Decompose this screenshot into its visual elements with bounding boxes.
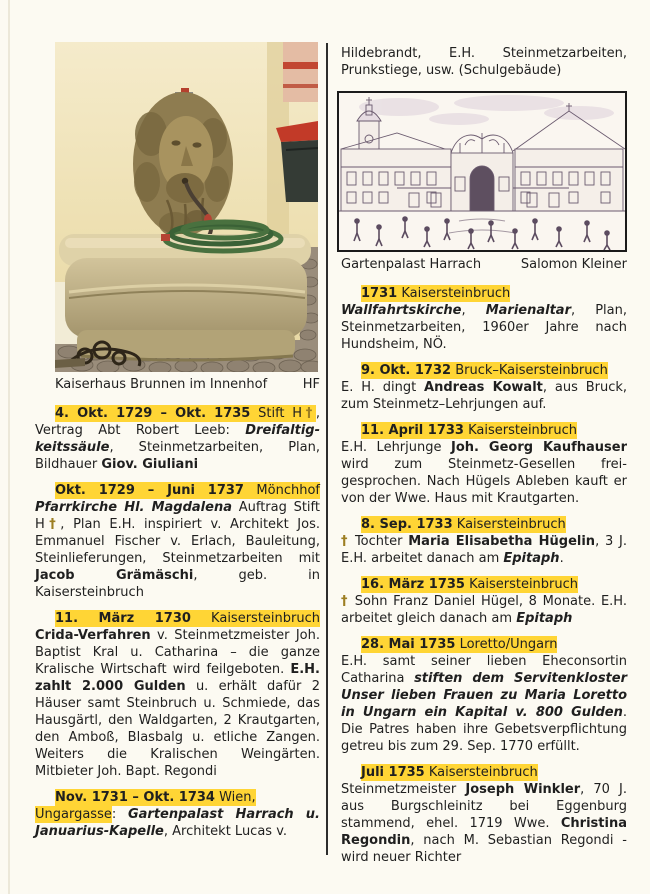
- photo-caption: Kaiserhaus Brunnen im Innenhof: [55, 377, 268, 392]
- entry-date-highlight: 9. Okt. 1732: [361, 363, 452, 378]
- entry-place-highlight: Kaisersteinbruch: [452, 517, 566, 532]
- entry-text: wird zum Steinmetz-Gesellen freigesprochen. Nach Hügels Ableben kauft er von der Wwe. Haus mit Krautgarten.: [341, 457, 627, 506]
- entry-place-highlight: Kaisersteinbruch: [464, 577, 579, 592]
- entry-text: Dreifaltigkeitssäule: [35, 423, 320, 455]
- cross-icon: †: [302, 406, 316, 421]
- entry-text: Pfarrkirche Hl. Magdalena: [35, 500, 232, 515]
- entry-text: Andreas Kowalt: [424, 380, 543, 395]
- entry-text: .: [559, 551, 564, 566]
- column-divider-rule: [326, 43, 328, 855]
- left-column: [35, 42, 320, 849]
- entry-paragraph: [341, 764, 627, 866]
- entry-date-highlight: 16. März 1735: [361, 577, 465, 592]
- entry-text: . Die Patres haben ihre Gebetsverpflichtung getreu bis zum 29. Sep. 1770 erfüllt.: [341, 705, 627, 754]
- fountain-photo-art: [55, 42, 318, 372]
- entry-date-highlight: Juli 1735: [361, 765, 425, 780]
- entry-paragraph: [35, 482, 320, 601]
- entry-text: , geb. in Kaisersteinbruch: [35, 568, 320, 600]
- entry-place-highlight: Mönchhof: [243, 483, 321, 498]
- entry-text: ,: [461, 303, 486, 318]
- entry-date-highlight: 4. Okt. 1729 – Okt. 1735: [55, 406, 251, 421]
- entry-text: Gartenpalast Harrach u. Januarius-Kapelle: [35, 807, 320, 839]
- entry-place-highlight: Kaisersteinbruch: [463, 423, 578, 438]
- entry-paragraph: [35, 789, 320, 840]
- entry-text: Joseph Winkler: [465, 782, 581, 797]
- entry-text: E.H. Lehrjunge: [341, 440, 452, 455]
- entry-date-highlight: 11. April 1733: [361, 423, 464, 438]
- entry-text: , 70 J. aus Burgschleinitz bei Eggenburg stammend, ehel. 1719 Wwe.: [341, 782, 627, 831]
- entry-date-highlight: Nov. 1731 – Okt. 1734: [55, 790, 215, 805]
- engraving-credit: Salomon Kleiner: [520, 257, 627, 272]
- entry-place-highlight: Loretto/Ungarn: [455, 637, 558, 652]
- entry-place-highlight: Stift H: [250, 406, 303, 421]
- left-entries: [35, 405, 320, 840]
- entry-date-highlight: 8. Sep. 1733: [361, 517, 453, 532]
- entry-text: Crida-Verfahren: [35, 628, 151, 643]
- engraving-image: [337, 91, 627, 252]
- cross-icon: †: [341, 594, 350, 609]
- entry-paragraph: [341, 285, 627, 353]
- entry-text: Joh. Georg Kaufhauser: [451, 440, 627, 455]
- entry-text: E.H. samt seiner lieben Eheconsortin Catharina: [341, 654, 627, 686]
- entry-text: , Plan E.H. inspiriert v. Architekt Jos. Emmanuel Fischer v. Erlach, Bauleitung, Steinlieferungen, Steinmetzarbeiten mit: [35, 517, 320, 566]
- entry-text: Auftrag Stift H: [35, 500, 320, 532]
- entry-text: Epitaph: [503, 551, 560, 566]
- continuation-paragraph: [341, 45, 627, 79]
- entry-place-highlight: Kaisersteinbruch: [190, 611, 320, 626]
- entry-text: E.H. zahlt 2.000 Gulden: [35, 662, 320, 694]
- entry-paragraph: [341, 422, 627, 507]
- entry-text: Epitaph: [516, 611, 573, 626]
- entry-paragraph: [341, 362, 627, 413]
- entry-paragraph: [341, 516, 627, 567]
- engraving-art: [339, 93, 625, 250]
- entry-paragraph: [341, 636, 627, 755]
- entry-text: Steinmetzmeister: [341, 782, 466, 797]
- entry-text: :: [111, 807, 128, 822]
- scan-edge-artifact: [8, 0, 10, 894]
- entry-paragraph: [341, 45, 627, 79]
- entry-text: Christina Regondin: [341, 816, 627, 848]
- entry-date-highlight: 11. März 1730: [55, 611, 191, 626]
- entry-text: , Architekt Lucas v.: [163, 824, 288, 839]
- entry-text: Jacob Grämäschi: [35, 568, 194, 583]
- entry-place-highlight: Bruck–Kaisersteinbruch: [451, 363, 608, 378]
- entry-text: Giov. Giuliani: [101, 457, 199, 472]
- entry-place-highlight: Kaisersteinbruch: [424, 765, 538, 780]
- entry-text: Tochter: [349, 534, 409, 549]
- entry-text: E. H. dingt: [341, 380, 425, 395]
- entry-place-highlight: Wien,: [214, 790, 256, 805]
- photo-credit: HF: [302, 377, 320, 392]
- entry-place-highlight: Ungargasse: [35, 807, 112, 822]
- entry-paragraph: [341, 576, 627, 627]
- entry-text: Marienaltar: [485, 303, 571, 318]
- entry-text: Wallfahrtskirche: [341, 303, 462, 318]
- entry-text: , 3 J. E.H. arbeitet danach am: [341, 534, 628, 566]
- engraving-caption: Gartenpalast Harrach: [341, 257, 482, 272]
- entry-date-highlight: 28. Mai 1735: [361, 637, 456, 652]
- entry-text: , Plan, Steinmetzarbeiten, 1960er Jahre nach Hundsheim, NÖ.: [341, 303, 627, 352]
- entry-text: v. Steinmetzmeister Joh. Baptist Kral u. Catharina – die ganze Kralische Wirtschaft wird feilgeboten.: [35, 628, 320, 677]
- entry-text: stiften dem Servitenkloster Unser lieben Frauen zu Maria Loretto in Ungarn ein Kapital v. 800 Gulden: [341, 671, 627, 720]
- entry-paragraph: [35, 610, 320, 780]
- engraving-caption-row: [341, 257, 627, 273]
- entry-text: , aus Bruck, zum Steinmetz–Lehrjungen auf.: [341, 380, 627, 412]
- right-column: [341, 45, 627, 875]
- entry-text: , Vertrag Abt Robert Leeb:: [35, 406, 320, 438]
- entry-place-highlight: Kaisersteinbruch: [397, 286, 511, 301]
- entry-text: Sohn Franz Daniel Hügel, 8 Monate. E.H. arbeitet gleich danach am: [341, 594, 627, 626]
- entry-date-highlight: 1731: [361, 286, 398, 301]
- entry-text: Hildebrandt, E.H. Steinmetzarbeiten, Prunkstiege, usw. (Schulgebäude): [341, 46, 627, 78]
- entry-paragraph: [35, 405, 320, 473]
- entry-text: Maria Elisabetha Hügelin: [408, 534, 596, 549]
- fountain-photo: [55, 42, 318, 372]
- photo-caption-row: [55, 377, 320, 393]
- entry-text: , nach M. Sebastian Regondi - wird neuer Richter: [341, 833, 627, 865]
- entry-date-highlight: Okt. 1729 – Juni 1737: [55, 483, 244, 498]
- entry-text: , Steinmetzarbeiten, Plan, Bildhauer: [35, 440, 320, 472]
- cross-icon: †: [341, 534, 350, 549]
- cross-icon: †: [44, 517, 61, 532]
- entry-text: u. erhält dafür 2 Häuser samt Steinbruch u. Schmiede, das Hausgärtl, den Waldgarten, 2 Krautgarten, den Amboß, Blasbalg u. etliche Zangen. Weiters die Kralischen Weingärten. Mitbieter Joh. Bapt. Regondi: [35, 679, 320, 779]
- right-entries: [341, 285, 627, 866]
